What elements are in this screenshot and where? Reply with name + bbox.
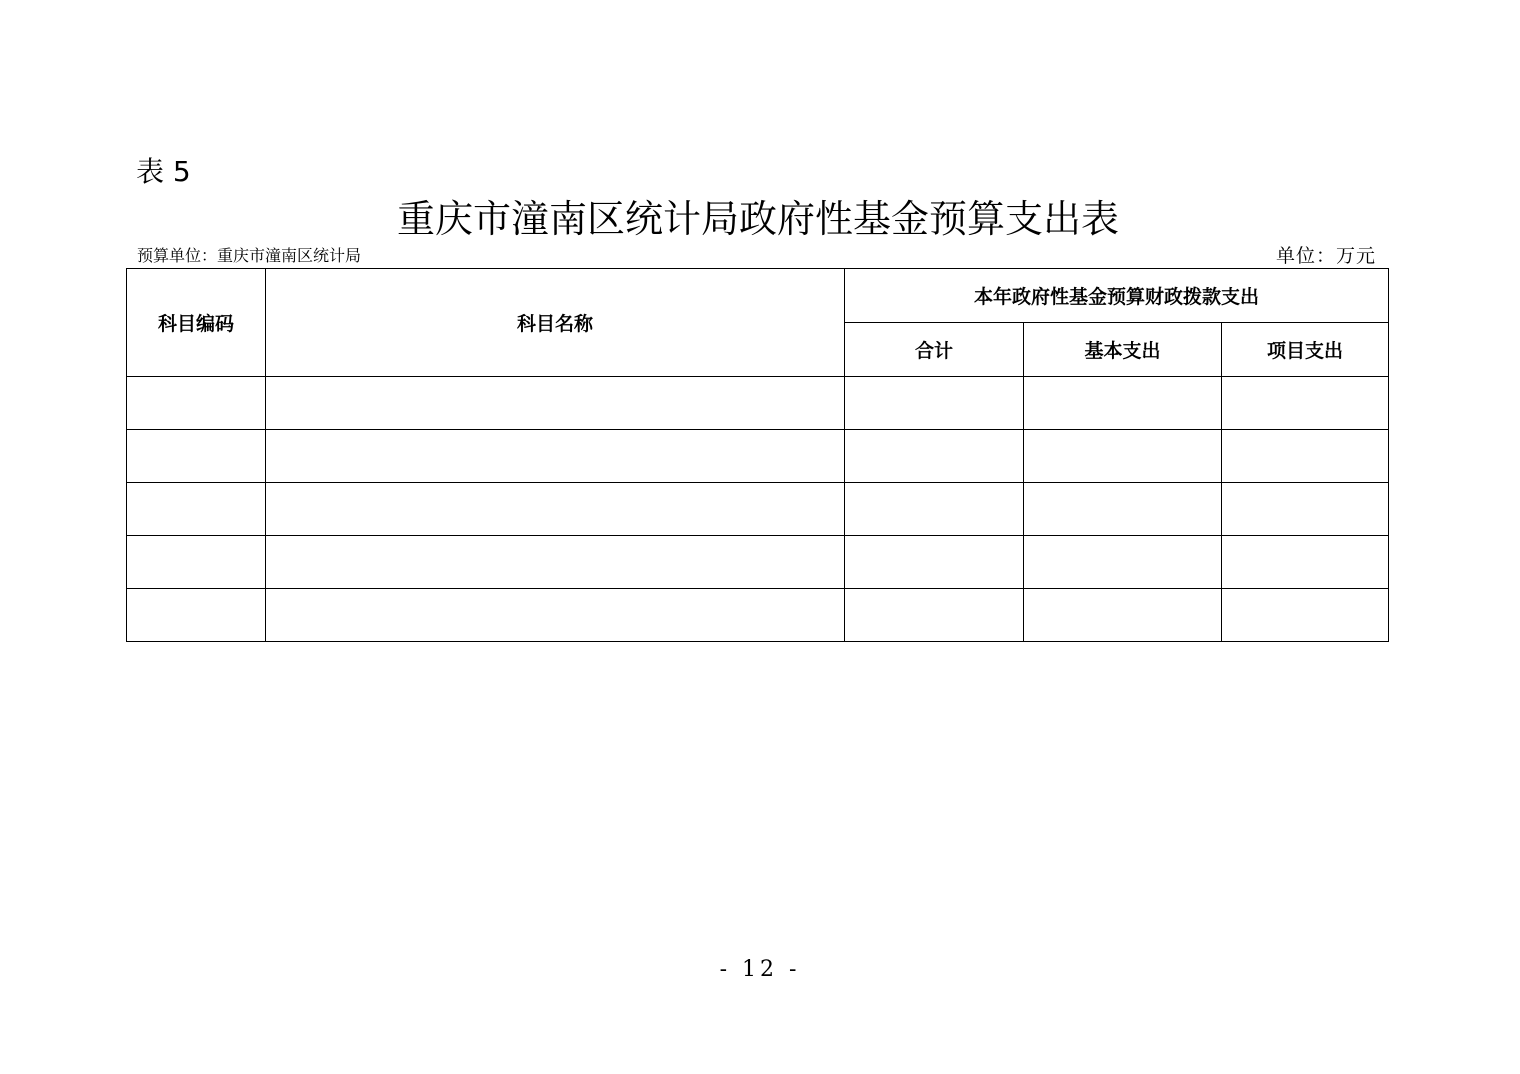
table-number: 表 5 <box>136 155 191 188</box>
cell-project <box>1222 377 1389 430</box>
header-subject-name: 科目名称 <box>266 269 845 377</box>
header-total: 合计 <box>845 323 1024 377</box>
cell-project <box>1222 430 1389 483</box>
cell-total <box>845 483 1024 536</box>
cell-code <box>127 430 266 483</box>
table-row <box>127 377 1389 430</box>
document-title: 重庆市潼南区统计局政府性基金预算支出表 <box>396 197 1119 241</box>
cell-total <box>845 536 1024 589</box>
cell-total <box>845 589 1024 642</box>
cell-total <box>845 430 1024 483</box>
cell-name <box>266 483 845 536</box>
budget-expenditure-table <box>126 268 1389 642</box>
cell-total <box>845 377 1024 430</box>
cell-code <box>127 483 266 536</box>
header-subject-code: 科目编码 <box>127 269 266 377</box>
cell-project <box>1222 483 1389 536</box>
budget-unit-label: 预算单位：重庆市潼南区统计局 <box>137 246 362 265</box>
cell-name <box>266 536 845 589</box>
table-row <box>127 430 1389 483</box>
cell-code <box>127 377 266 430</box>
header-project-expenditure: 项目支出 <box>1222 323 1389 377</box>
cell-code <box>127 536 266 589</box>
cell-project <box>1222 589 1389 642</box>
header-fund-budget-group: 本年政府性基金预算财政拨款支出 <box>845 269 1389 323</box>
cell-project <box>1222 536 1389 589</box>
cell-name <box>266 589 845 642</box>
table-row <box>127 589 1389 642</box>
cell-basic <box>1024 589 1222 642</box>
cell-name <box>266 430 845 483</box>
table-row <box>127 483 1389 536</box>
page-number: - 12 - <box>719 957 801 982</box>
cell-name <box>266 377 845 430</box>
cell-basic <box>1024 536 1222 589</box>
table-row <box>127 536 1389 589</box>
cell-basic <box>1024 377 1222 430</box>
currency-unit-label: 单位：万元 <box>1275 245 1376 267</box>
cell-code <box>127 589 266 642</box>
cell-basic <box>1024 430 1222 483</box>
cell-basic <box>1024 483 1222 536</box>
header-basic-expenditure: 基本支出 <box>1024 323 1222 377</box>
